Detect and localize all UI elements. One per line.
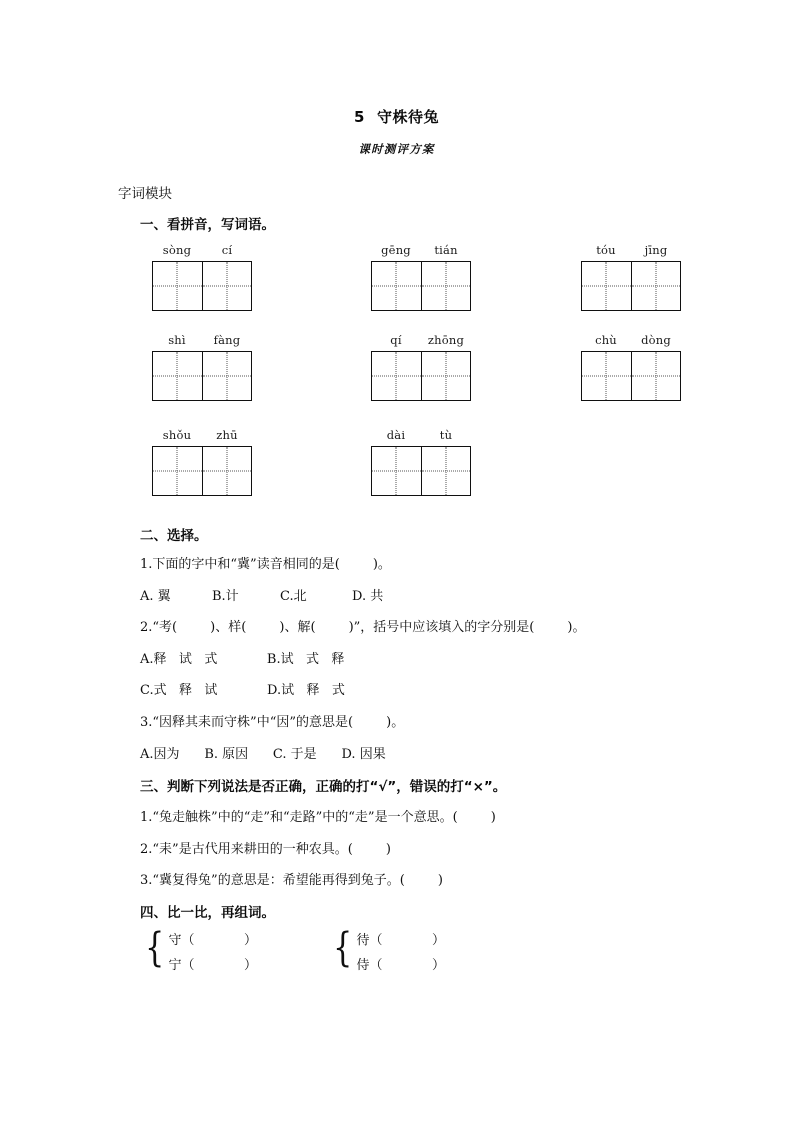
pinyin-label-8 [371,428,471,442]
tianzige-cell[interactable] [421,352,470,400]
judgment-item-1[interactable]: 1.“兔走触株”中的“走”和“走路”中的“走”是一个意思。( ) [140,810,496,825]
pinyin-syllable: dài [386,428,406,442]
pinyin-syllable: qí [390,333,402,347]
tianzige-cell[interactable] [372,447,421,495]
pinyin-grid-group-6 [581,333,681,401]
tianzige-cell[interactable] [372,352,421,400]
tianzige-cell[interactable] [153,352,202,400]
section-4-heading: 四、比一比，再组词。 [140,905,275,921]
tianzige-grid[interactable] [371,261,471,311]
word-pair-top[interactable]: 待（ ） [356,933,446,948]
question-2-2-options-cd[interactable]: C.式 释 试 D.试 释 式 [140,683,345,698]
pinyin-grid-group-3 [581,243,681,311]
tianzige-cell[interactable] [421,447,470,495]
pinyin-grid-group-8 [371,428,471,496]
tianzige-cell[interactable] [202,262,251,310]
tianzige-cell[interactable] [631,352,680,400]
pinyin-syllable: zhū [216,428,238,442]
tianzige-cell[interactable] [582,262,631,310]
page-title [0,106,793,127]
pinyin-syllable: tián [434,243,458,257]
pinyin-label-4 [152,333,252,347]
pinyin-syllable: cí [221,243,233,257]
tianzige-grid[interactable] [581,261,681,311]
pinyin-syllable: dòng [641,333,671,347]
word-pair-bottom[interactable]: 侍（ ） [356,958,446,973]
word-pair-bottom[interactable]: 宁（ ） [168,958,258,973]
question-2-1-options[interactable]: A. 翼 B.计 C.北 D. 共 [140,589,384,604]
pinyin-grid-group-1 [152,243,252,311]
pinyin-syllable: shì [168,333,186,347]
pinyin-syllable: fàng [213,333,241,347]
pinyin-grid-group-2 [371,243,471,311]
tianzige-grid[interactable] [371,351,471,401]
word-pair-rows [168,928,257,978]
lesson-number: 5 [354,108,365,126]
word-pair-group-1 [142,928,257,978]
question-2-3-options[interactable]: A.因为 B. 原因 C. 于是 D. 因果 [140,747,386,762]
page-subtitle: 课时测评方案 [358,142,435,156]
pinyin-syllable: tóu [596,243,616,257]
pinyin-grid-group-5 [371,333,471,401]
pinyin-grid-group-7 [152,428,252,496]
pinyin-syllable: gēng [381,243,411,257]
word-pair-rows [356,928,445,978]
word-pair-top[interactable]: 守（ ） [168,933,258,948]
tianzige-cell[interactable] [372,262,421,310]
section-3-heading: 三、判断下列说法是否正确，正确的打“√”，错误的打“×”。 [140,779,507,795]
question-2-2-options-ab[interactable]: A.释 试 式 B.试 式 释 [140,652,345,667]
pinyin-syllable: shǒu [162,428,192,442]
section-1-heading: 一、看拼音，写词语。 [140,217,275,233]
lesson-title: 守株待兔 [376,108,439,126]
pinyin-label-1 [152,243,252,257]
tianzige-cell[interactable] [153,447,202,495]
tianzige-cell[interactable] [153,262,202,310]
pinyin-syllable: tù [439,428,453,442]
pinyin-label-7 [152,428,252,442]
curly-brace-icon: { [333,928,353,971]
tianzige-grid[interactable] [152,261,252,311]
pinyin-syllable: zhōng [427,333,465,347]
tianzige-cell[interactable] [582,352,631,400]
tianzige-cell[interactable] [421,262,470,310]
module-heading: 字词模块 [118,186,172,202]
question-2-2-stem: 2.“考( )、样( )、解( )”，括号中应该填入的字分别是( )。 [140,620,586,635]
tianzige-cell[interactable] [631,262,680,310]
question-2-1-stem: 1.下面的字中和“冀”读音相同的是( )。 [140,557,391,572]
word-pair-group-2 [330,928,445,978]
pinyin-label-6 [581,333,681,347]
question-2-3-stem: 3.“因释其耒而守株”中“因”的意思是( )。 [140,715,405,730]
tianzige-grid[interactable] [371,446,471,496]
tianzige-grid[interactable] [152,351,252,401]
tianzige-grid[interactable] [581,351,681,401]
pinyin-syllable: chù [595,333,617,347]
pinyin-grid-group-4 [152,333,252,401]
pinyin-label-2 [371,243,471,257]
pinyin-syllable: sòng [162,243,192,257]
curly-brace-icon: { [145,928,165,971]
section-2-heading: 二、选择。 [140,528,208,544]
pinyin-label-3 [581,243,681,257]
pinyin-syllable: jīng [644,243,668,257]
tianzige-cell[interactable] [202,447,251,495]
tianzige-cell[interactable] [202,352,251,400]
judgment-item-3[interactable]: 3.“冀复得兔”的意思是：希望能再得到兔子。( ) [140,873,443,888]
pinyin-label-5 [371,333,471,347]
judgment-item-2[interactable]: 2.“耒”是古代用来耕田的一种农具。( ) [140,842,391,857]
tianzige-grid[interactable] [152,446,252,496]
